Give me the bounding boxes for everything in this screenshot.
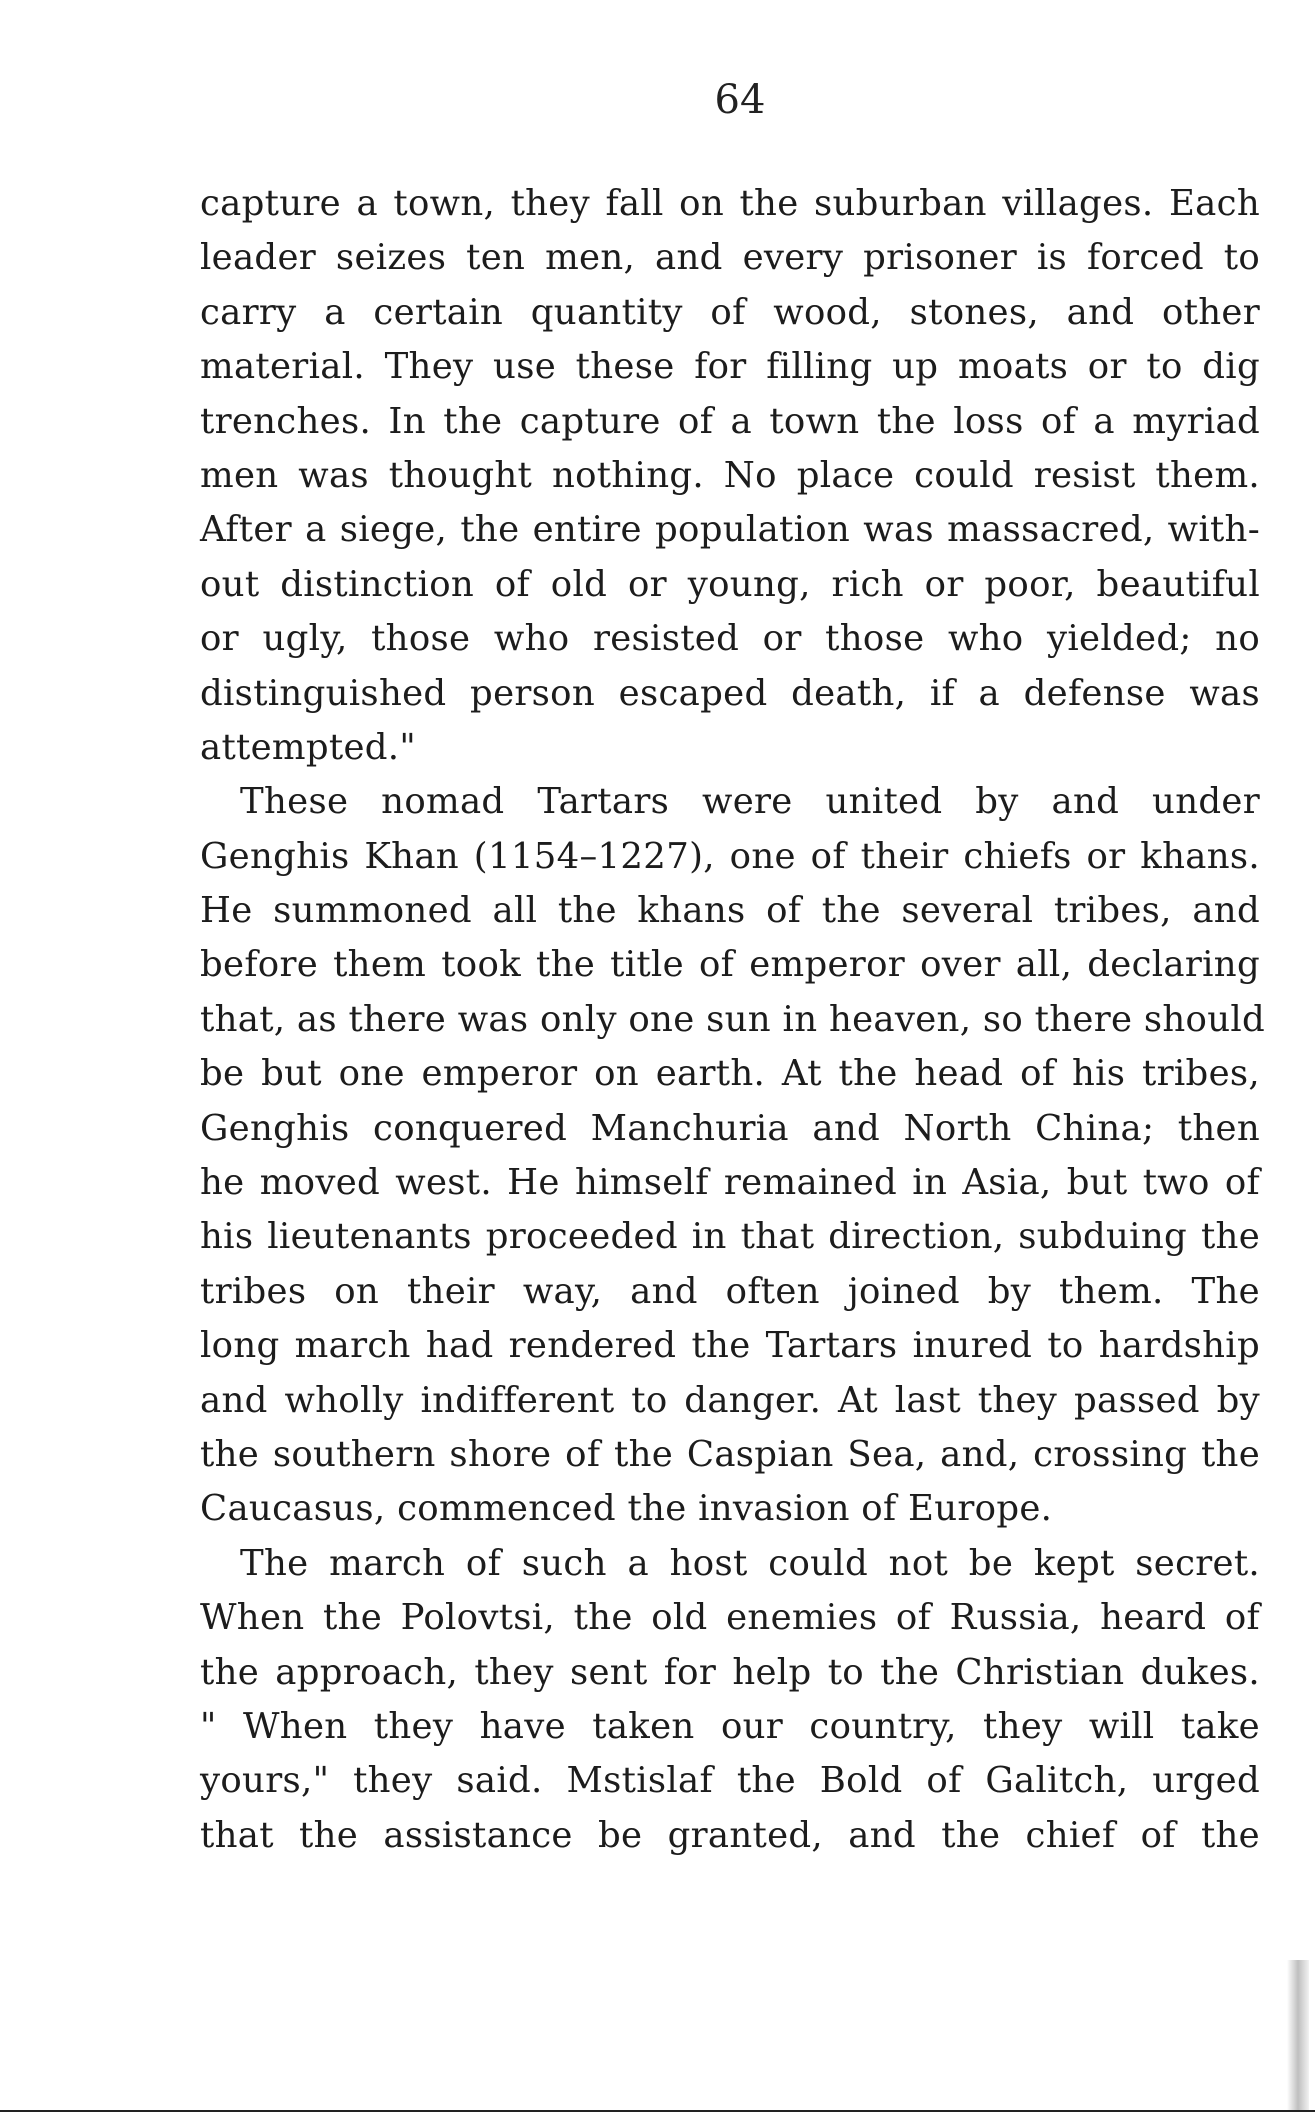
paragraph-2	[200, 775, 1266, 1536]
bottom-rule	[0, 2110, 1315, 2112]
text-line: that the assistance be granted, and the chief of the	[200, 1814, 1260, 1856]
text-line: Caucasus, commenced the invasion of Europe.	[200, 1488, 1053, 1530]
text-line: before them took the title of emperor over all, declaring	[200, 944, 1260, 986]
text-line: The march of such a host could not be kept secret.	[240, 1542, 1260, 1584]
text-line: material. They use these for filling up moats or to dig	[200, 346, 1260, 388]
text-line: distinguished person escaped death, if a defense was	[200, 672, 1260, 714]
text-line: trenches. In the capture of a town the loss of a myriad	[200, 400, 1260, 442]
text-line: yours," they said. Mstislaf the Bold of Galitch, urged	[200, 1760, 1260, 1802]
text-line: or ugly, those who resisted or those who yielded; no	[200, 618, 1260, 660]
text-line: his lieutenants proceeded in that direction, subduing the	[200, 1216, 1260, 1258]
text-line: the southern shore of the Caspian Sea, and, crossing the	[200, 1433, 1260, 1475]
text-line: He summoned all the khans of the several tribes, and	[200, 890, 1260, 932]
text-line: out distinction of old or young, rich or poor, beautiful	[200, 563, 1260, 605]
text-line: Genghis conquered Manchuria and North China; then	[200, 1107, 1260, 1149]
page-number: 64	[714, 77, 766, 123]
text-line: When the Polovtsi, the old enemies of Russia, heard of	[200, 1597, 1260, 1639]
scan-edge-shadow	[1287, 1960, 1309, 2110]
text-line: tribes on their way, and often joined by them. The	[200, 1270, 1260, 1312]
paragraph-3	[200, 1537, 1260, 1863]
text-line: leader seizes ten men, and every prisoner is forced to	[200, 237, 1260, 279]
text-line: attempted."	[200, 726, 417, 768]
text-line: he moved west. He himself remained in Asia, but two of	[200, 1162, 1260, 1204]
text-line: and wholly indifferent to danger. At last they passed by	[200, 1379, 1260, 1421]
body-text	[200, 177, 1266, 1863]
text-line: After a siege, the entire population was massacred, with-	[200, 509, 1260, 551]
text-line: These nomad Tartars were united by and under	[240, 781, 1260, 823]
text-line: " When they have taken our country, they will take	[200, 1705, 1260, 1747]
text-line: that, as there was only one sun in heaven, so there should	[200, 998, 1266, 1040]
text-line: carry a certain quantity of wood, stones, and other	[200, 291, 1260, 333]
text-line: long march had rendered the Tartars inured to hardship	[200, 1325, 1260, 1367]
text-line: men was thought nothing. No place could resist them.	[200, 454, 1260, 496]
text-line: capture a town, they fall on the suburban villages. Each	[200, 183, 1260, 224]
text-line: the approach, they sent for help to the Christian dukes.	[200, 1651, 1260, 1693]
text-line: Genghis Khan (1154–1227), one of their chiefs or khans.	[200, 835, 1260, 877]
text-line: be but one emperor on earth. At the head of his tribes,	[200, 1053, 1260, 1095]
paragraph-1	[200, 177, 1260, 775]
